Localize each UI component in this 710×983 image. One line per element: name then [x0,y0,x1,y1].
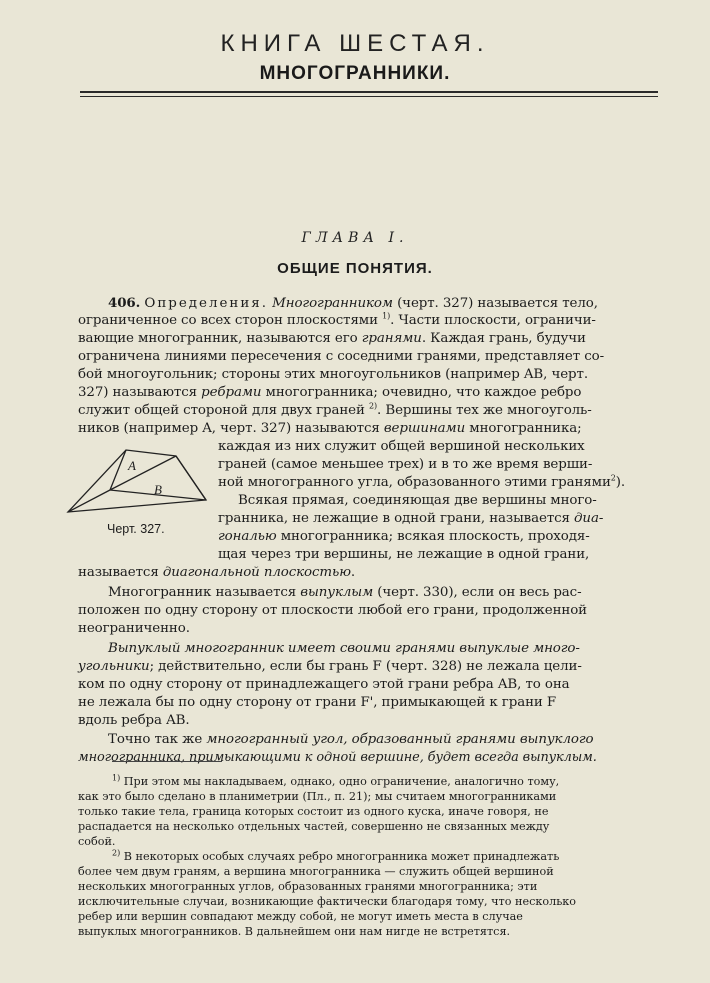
body-line: ограничена линиями пересечения с соседними гранями, представляет со- [78,349,605,364]
body-line: угольники; действительно, если бы грань F (черт. 328) не лежала цели- [78,659,582,674]
body-line: положен по одну сторону от плоскости любой его грани, продолженной [78,603,588,618]
title-rule-thick [80,91,658,93]
figure-label-a: A [128,458,136,473]
figure-label-b: B [154,482,162,497]
body-line: многогранника, примыкающими к одной вершине, будет всегда выпуклым. [78,750,597,765]
body-line: 406. Определения. Многогранником (черт. 327) называется тело, [108,295,598,311]
body-line: гранника, не лежащие в одной грани, называется диа- [218,511,604,526]
body-line: называется диагональной плоскостью. [78,565,356,580]
body-line: Всякая прямая, соединяющая две вершины много- [238,493,597,508]
figure-outline [68,450,206,512]
footnote-line: нескольких многогранных углов, образованных гранями многогранника; эти [78,880,538,893]
body-line: ком по одну сторону от принадлежащего этой грани ребра AB, то она [78,677,570,692]
footnote-line: исключительные случаи, возникающие фактически благодаря тому, что несколько [78,895,577,908]
body-line: бой многоугольник; стороны этих многоугольников (например AB, черт. [78,367,588,382]
footnote-rule [112,761,222,762]
footnote-ref: 2) [369,401,378,411]
figure-edge [110,456,176,490]
polyhedron-figure [58,446,208,516]
footnote-line: как это было сделано в планиметрии (Пл., п. 21); мы считаем многогранниками [78,790,557,803]
body-line: служит общей стороной для двух граней $^{2)}$. Вершины тех же многоуголь- [78,401,592,418]
figure-caption: Черт. 327. [107,522,165,536]
body-line: каждая из них служит общей вершиной нескольких [218,439,585,454]
figure-edge [176,456,206,500]
chapter-title: ОБЩИЕ ПОНЯТИЯ. [277,260,433,277]
body-line: вдоль ребра AB. [78,713,190,728]
body-line: граней (самое меньшее трех) и в то же время верши- [218,457,593,472]
footnote-line: собой. [78,835,116,848]
body-line: 327) называются ребрами многогранника; очевидно, что каждое ребро [78,385,582,400]
body-line: Выпуклый многогранник имеет своими гранями выпуклые много- [108,641,580,656]
body-line: гональю многогранника; всякая плоскость, проходя- [218,529,590,544]
body-line: ников (например A, черт. 327) называются вершинами многогранника; [78,421,582,436]
body-line: ограниченное со всех сторон плоскостями $^{1)}$. Части плоскости, ограничи- [78,311,596,328]
body-line: не лежала бы по одну сторону от грани F', примыкающей к грани F [78,695,557,710]
title-rule-thin [80,96,658,97]
footnote-line: $^{2)}$ В некоторых особых случаях ребро многогранника может принадлежать [112,848,560,863]
body-line: щая через три вершины, не лежащие в одной грани, [218,547,590,562]
footnote-line: распадается на несколько отдельных частей, совершенно не связанных между [78,820,550,833]
chapter-label: ГЛАВА I. [301,230,409,246]
footnote-line: более чем двум граням, а вершина многогранника — служить общей вершиной [78,865,554,878]
footnote-line: ребер или вершин совпадают между собой, не могут иметь места в случае [78,910,523,923]
footnote-line: выпуклых многогранников. В дальнейшем они нам нигде не встретятся. [78,925,511,938]
footnote-line: только такие тела, граница которых состоит из одного куска, иначе говоря, не [78,805,549,818]
body-line: неограниченно. [78,621,190,636]
body-line: Многогранник называется выпуклым (черт. 330), если он весь рас- [108,585,582,600]
body-line: вающие многогранник, называются его гранями. Каждая грань, будучи [78,331,586,346]
body-line: Точно так же многогранный угол, образованный гранями выпуклого [108,732,594,747]
figure-edge [110,450,126,490]
body-line: ной многогранного угла, образованного этими гранями$^2$). [218,473,626,490]
book-title: КНИГА ШЕСТАЯ. [220,30,490,57]
footnote-ref: 1) [382,311,391,321]
book-subtitle: МНОГОГРАННИКИ. [259,63,451,84]
footnote-line: $^{1)}$ При этом мы накладываем, однако, одно ограничение, аналогично тому, [112,773,560,788]
